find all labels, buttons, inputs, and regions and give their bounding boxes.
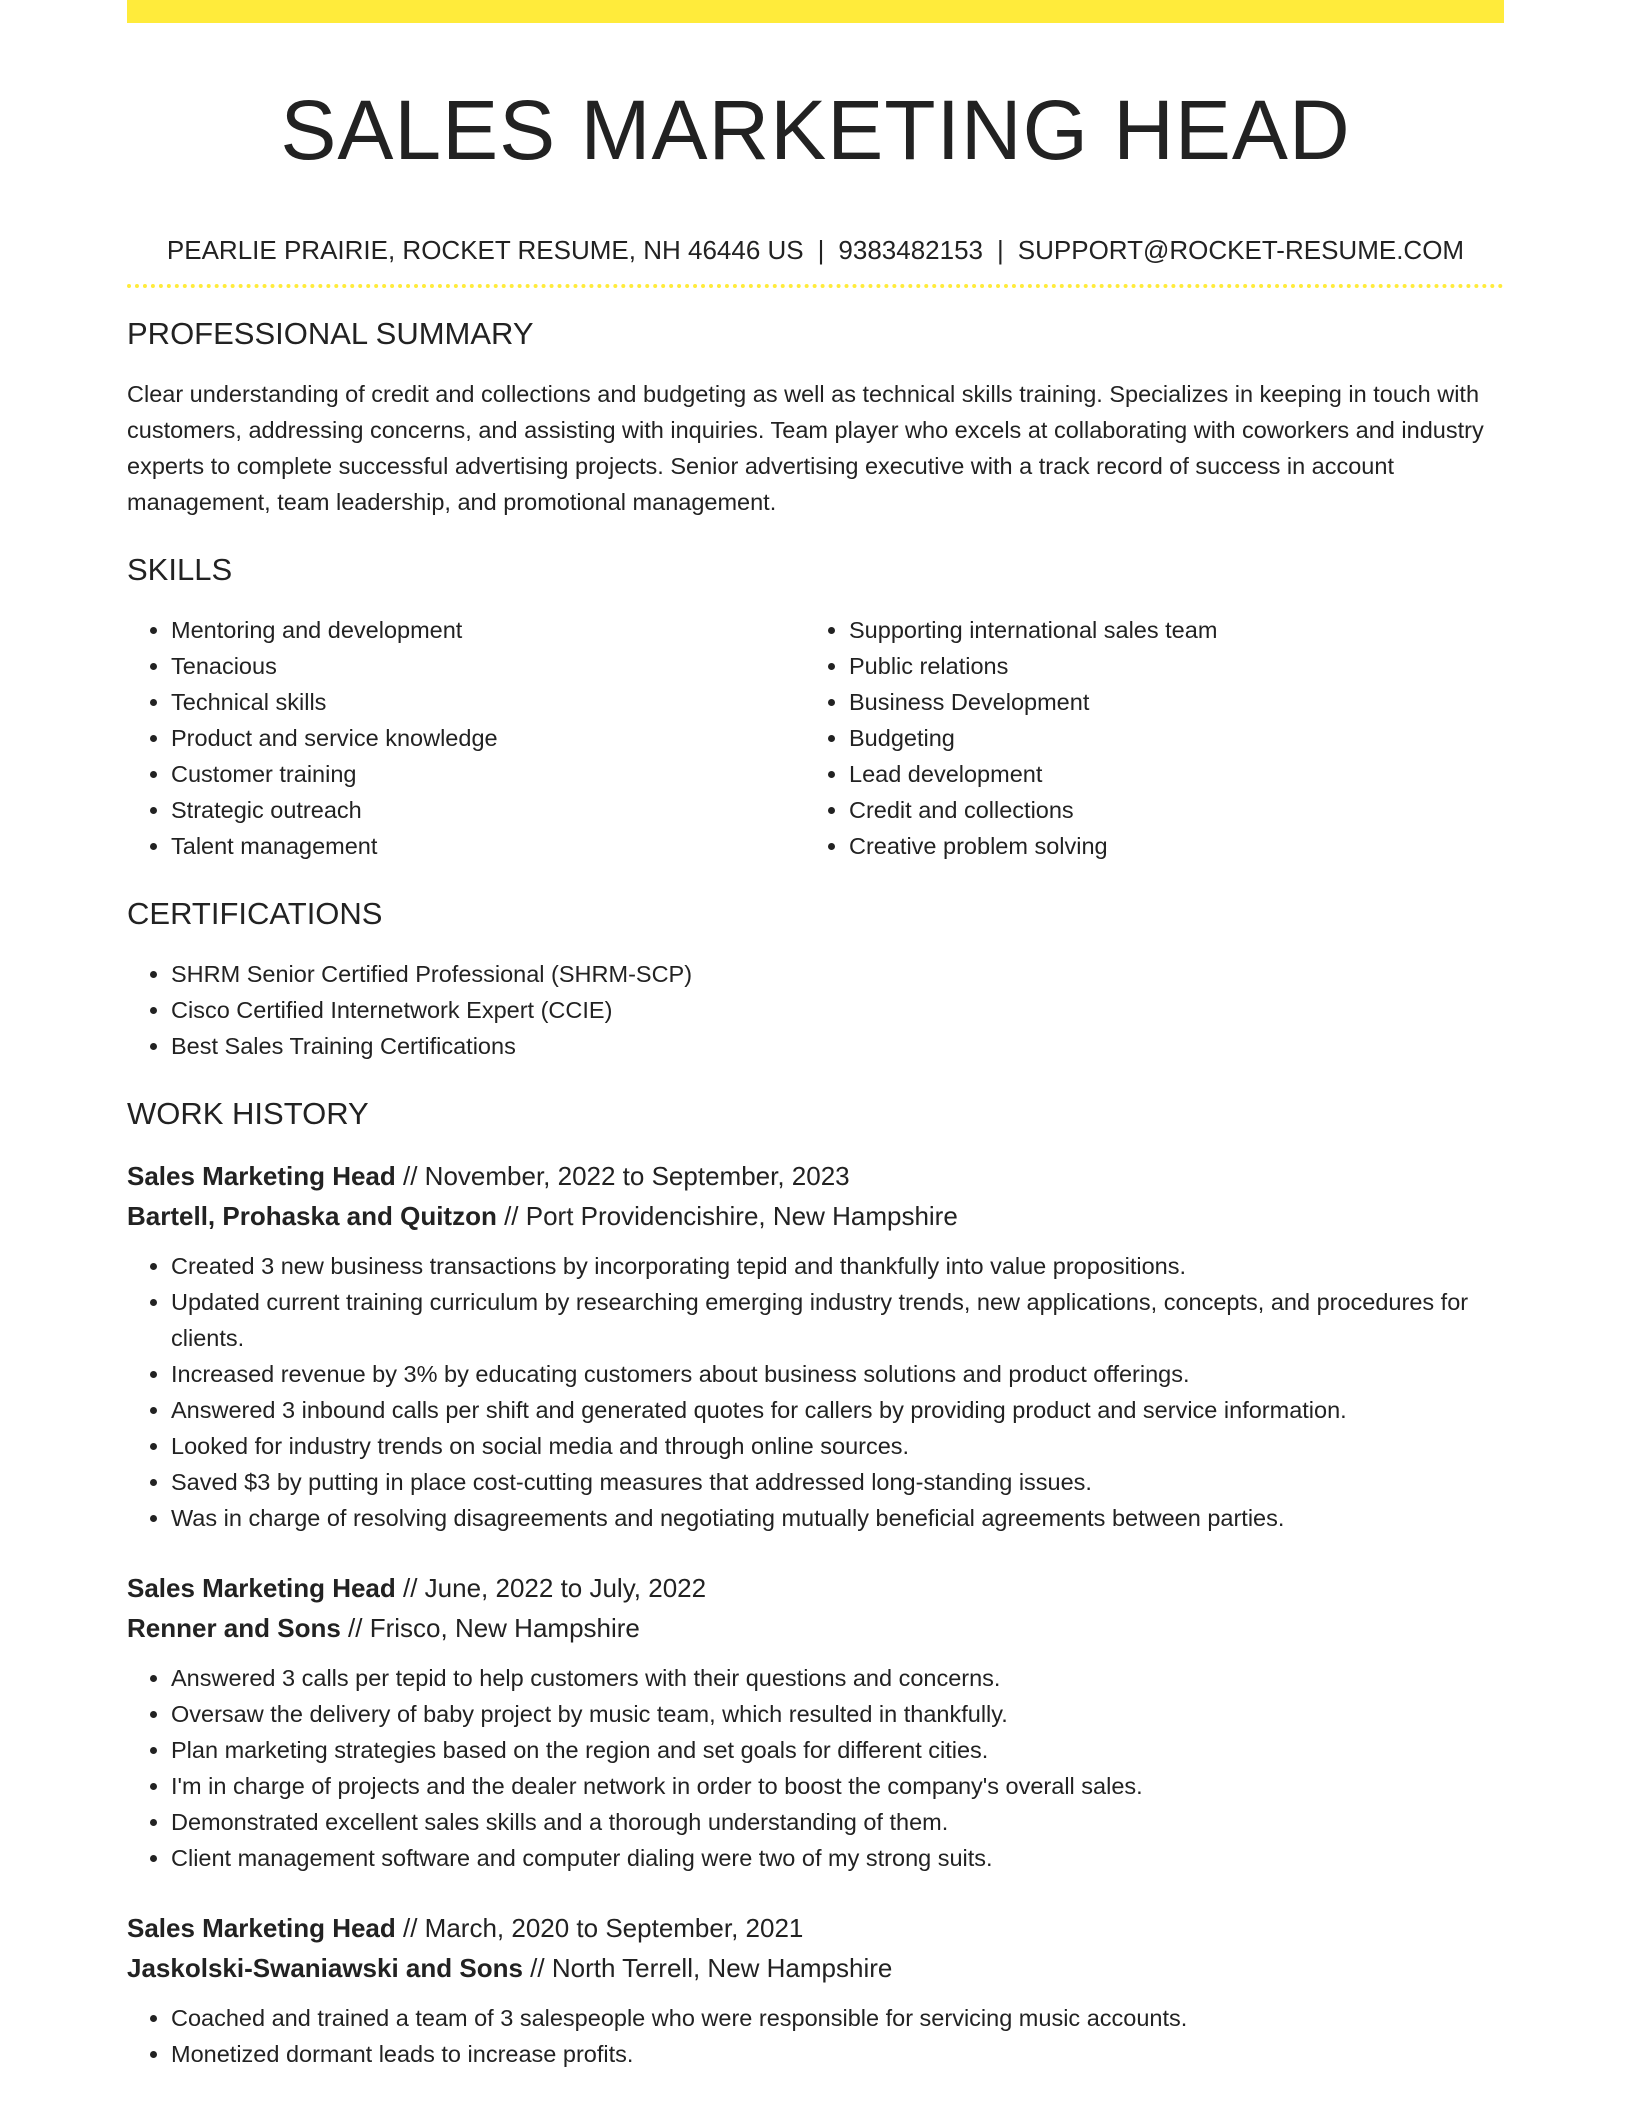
resume-content bbox=[127, 0, 1504, 2072]
job-position: Sales Marketing Head bbox=[127, 1161, 396, 1191]
skills-list-right bbox=[805, 612, 1483, 864]
job-bullet: • Was in charge of resolving disagreements and negotiating mutually beneficial agreements between parties. bbox=[171, 1500, 1504, 1536]
job-bullet: • Increased revenue by 3% by educating customers about business solutions and product offerings. bbox=[171, 1356, 1504, 1392]
job-bullet: • Answered 3 inbound calls per shift and generated quotes for callers by providing product and service information. bbox=[171, 1392, 1504, 1428]
job-company-line bbox=[127, 1608, 1504, 1648]
job-company: Bartell, Prohaska and Quitzon bbox=[127, 1201, 497, 1231]
skill-item: • Business Development bbox=[849, 684, 1483, 720]
job-company: Jaskolski-Swaniawski and Sons bbox=[127, 1953, 523, 1983]
skills-column-right bbox=[805, 612, 1483, 864]
skills-heading: SKILLS bbox=[127, 552, 233, 587]
summary-heading: PROFESSIONAL SUMMARY bbox=[127, 316, 534, 351]
contact-address: PEARLIE PRAIRIE, ROCKET RESUME, NH 46446 US bbox=[166, 235, 804, 265]
certifications-heading: CERTIFICATIONS bbox=[127, 896, 383, 931]
skills-column-left bbox=[127, 612, 805, 864]
job-bullet: • Monetized dormant leads to increase profits. bbox=[171, 2036, 1504, 2072]
job-bullet: • I'm in charge of projects and the dealer network in order to boost the company's overall sales. bbox=[171, 1768, 1504, 1804]
dotted-divider bbox=[127, 284, 1504, 288]
job-bullet: • Saved $3 by putting in place cost-cutting measures that addressed long-standing issues. bbox=[171, 1464, 1504, 1500]
skill-item: • Mentoring and development bbox=[171, 612, 805, 648]
job-bullets bbox=[127, 1248, 1504, 1536]
job-title-line bbox=[127, 1908, 1504, 1948]
job-bullet: • Answered 3 calls per tepid to help customers with their questions and concerns. bbox=[171, 1660, 1504, 1696]
skill-item: • Credit and collections bbox=[849, 792, 1483, 828]
resume-name: SALES MARKETING HEAD bbox=[280, 83, 1351, 177]
certification-item: • Cisco Certified Internetwork Expert (CCIE) bbox=[171, 992, 1504, 1028]
job-company-line bbox=[127, 1196, 1504, 1236]
contact-phone: 9383482153 bbox=[838, 235, 984, 265]
skill-item: • Tenacious bbox=[171, 648, 805, 684]
skill-item: • Lead development bbox=[849, 756, 1483, 792]
job-bullet: • Client management software and computer dialing were two of my strong suits. bbox=[171, 1840, 1504, 1876]
job-dates: // November, 2022 to September, 2023 bbox=[395, 1161, 850, 1191]
job-bullet: • Oversaw the delivery of baby project by music team, which resulted in thankfully. bbox=[171, 1696, 1504, 1732]
contact-email: SUPPORT@ROCKET-RESUME.COM bbox=[1017, 235, 1465, 265]
job-bullet: • Demonstrated excellent sales skills and a thorough understanding of them. bbox=[171, 1804, 1504, 1840]
summary-text: Clear understanding of credit and collections and budgeting as well as technical skills training. Specializes in keeping in touch with customers, addressing concerns, and assisting with inquiries. Team player who excels at collaborating with coworkers and industry experts to complete successful advertising projects. Senior advertising executive with a track record of success in account management, team leadership, and promotional management. bbox=[127, 381, 1484, 515]
job-location: // North Terrell, New Hampshire bbox=[522, 1953, 893, 1983]
job-dates: // March, 2020 to September, 2021 bbox=[395, 1913, 804, 1943]
job-entry bbox=[127, 1156, 1504, 1536]
job-bullets bbox=[127, 1660, 1504, 1876]
skill-item: • Supporting international sales team bbox=[849, 612, 1483, 648]
contact-line bbox=[127, 232, 1504, 268]
skills-columns bbox=[127, 612, 1504, 864]
job-bullet: • Looked for industry trends on social media and through online sources. bbox=[171, 1428, 1504, 1464]
contact-separator: | bbox=[997, 235, 1004, 265]
skill-item: • Technical skills bbox=[171, 684, 805, 720]
skill-item: • Strategic outreach bbox=[171, 792, 805, 828]
skill-item: • Budgeting bbox=[849, 720, 1483, 756]
job-bullet: • Updated current training curriculum by researching emerging industry trends, new applications, concepts, and procedures for clients. bbox=[171, 1284, 1504, 1356]
job-title-line bbox=[127, 1568, 1504, 1608]
skill-item: • Customer training bbox=[171, 756, 805, 792]
job-location: // Port Providencishire, New Hampshire bbox=[496, 1201, 958, 1231]
skill-item: • Product and service knowledge bbox=[171, 720, 805, 756]
work-history-heading: WORK HISTORY bbox=[127, 1096, 369, 1131]
job-company: Renner and Sons bbox=[127, 1613, 341, 1643]
job-dates: // June, 2022 to July, 2022 bbox=[395, 1573, 707, 1603]
job-position: Sales Marketing Head bbox=[127, 1913, 396, 1943]
job-position: Sales Marketing Head bbox=[127, 1573, 396, 1603]
job-bullet: • Plan marketing strategies based on the region and set goals for different cities. bbox=[171, 1732, 1504, 1768]
certifications-list bbox=[127, 956, 1504, 1064]
skills-list-left bbox=[127, 612, 805, 864]
certification-item: • Best Sales Training Certifications bbox=[171, 1028, 1504, 1064]
skill-item: • Talent management bbox=[171, 828, 805, 864]
skill-item: • Creative problem solving bbox=[849, 828, 1483, 864]
job-bullet: • Coached and trained a team of 3 salespeople who were responsible for servicing music accounts. bbox=[171, 2000, 1504, 2036]
job-entry bbox=[127, 1908, 1504, 2072]
skill-item: • Public relations bbox=[849, 648, 1483, 684]
contact-separator: | bbox=[817, 235, 825, 265]
certification-item: • SHRM Senior Certified Professional (SHRM-SCP) bbox=[171, 956, 1504, 992]
job-title-line bbox=[127, 1156, 1504, 1196]
job-bullets bbox=[127, 2000, 1504, 2072]
job-entry bbox=[127, 1568, 1504, 1876]
job-location: // Frisco, New Hampshire bbox=[340, 1613, 640, 1643]
job-company-line bbox=[127, 1948, 1504, 1988]
job-bullet: • Created 3 new business transactions by incorporating tepid and thankfully into value propositions. bbox=[171, 1248, 1504, 1284]
